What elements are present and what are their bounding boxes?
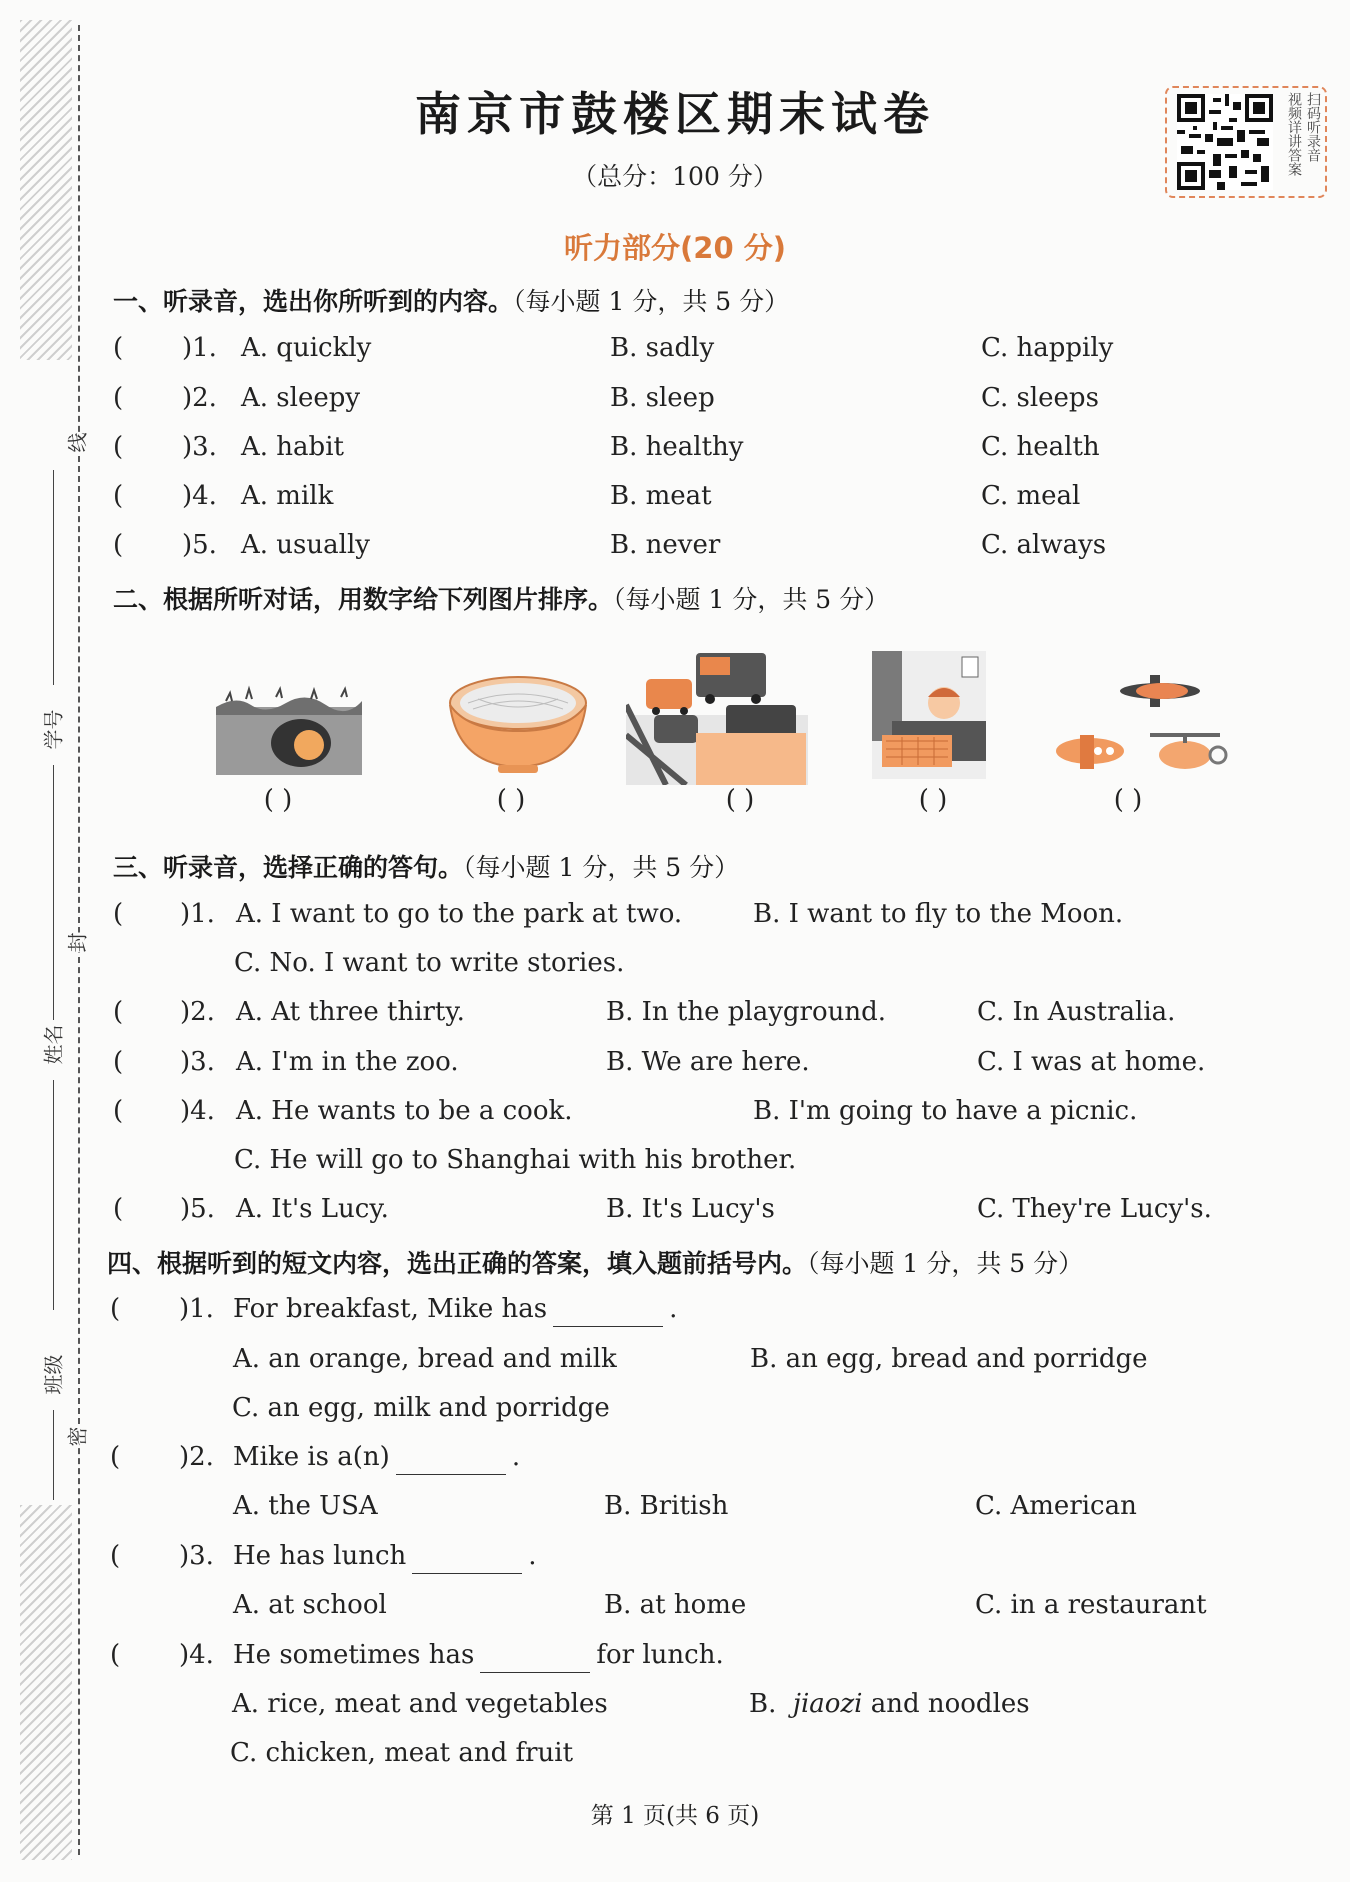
option-c: C. No. I want to write stories. — [234, 948, 625, 978]
class-label: 班级 — [41, 1354, 66, 1395]
option-a: A. quickly — [241, 333, 372, 363]
option-a: A. usually — [241, 530, 370, 560]
question-number: )1. — [179, 1294, 214, 1324]
option-c: C. They're Lucy's. — [977, 1194, 1212, 1224]
option-c: C. happily — [981, 333, 1114, 363]
answer-paren[interactable]: ( — [113, 333, 124, 363]
traffic-jam-picture — [626, 645, 808, 785]
question-stem: For breakfast, Mike has — [233, 1294, 548, 1324]
option-a: A. sleepy — [241, 383, 361, 413]
option-a: A. I'm in the zoo. — [236, 1047, 459, 1077]
option-c: C. In Australia. — [977, 997, 1176, 1027]
question-number: )2. — [182, 383, 217, 413]
option-a: A. milk — [241, 481, 334, 511]
answer-paren[interactable]: ( — [113, 383, 124, 413]
option-b: B. It's Lucy's — [606, 1194, 775, 1224]
option-b: B. We are here. — [606, 1047, 810, 1077]
option-a: A. an orange, bread and milk — [233, 1344, 617, 1374]
listening-section-title: 听力部分(20 分) — [564, 231, 786, 265]
option-a: A. rice, meat and vegetables — [232, 1689, 608, 1719]
part4-heading — [107, 1244, 1083, 1280]
option-c: C. an egg, milk and porridge — [232, 1393, 610, 1423]
question-number: )1. — [182, 333, 217, 363]
option-a: A. At three thirty. — [236, 997, 465, 1027]
question-number: )2. — [180, 997, 215, 1027]
part1-note: （每小题 1 分，共 5 分） — [513, 287, 790, 316]
option-a: A. habit — [241, 432, 344, 462]
option-a: A. He wants to be a cook. — [236, 1096, 573, 1126]
option-c: C. He will go to Shanghai with his brother. — [234, 1145, 797, 1175]
qr-caption-col1: 扫码听录音 — [1305, 92, 1321, 162]
stem-end: . — [528, 1541, 537, 1571]
answer-paren[interactable]: ( — [113, 997, 124, 1027]
question-number: )1. — [180, 899, 215, 929]
part2-heading-text: 二、根据所听对话，用数字给下列图片排序。 — [113, 585, 614, 614]
answer-paren[interactable]: ( — [113, 432, 124, 462]
option-b: B. I'm going to have a picnic. — [753, 1096, 1138, 1126]
option-b-rest: and noodles — [870, 1689, 1030, 1719]
picture-row — [0, 645, 1350, 815]
option-b: B. at home — [604, 1590, 747, 1620]
answer-blank[interactable] — [480, 1646, 590, 1673]
option-b: B. never — [610, 530, 721, 560]
option-a: A. the USA — [233, 1491, 378, 1521]
stem-end: . — [511, 1442, 521, 1472]
option-b-italic: jiaozi — [792, 1689, 863, 1719]
question-number: )3. — [180, 1047, 215, 1077]
qr-caption-col2: 视频详讲答案 — [1286, 92, 1302, 176]
answer-paren[interactable]: ( — [113, 899, 124, 929]
question-stem: Mike is a(n) — [233, 1442, 390, 1472]
student-no-label: 学号 — [41, 709, 66, 750]
option-b: B. meat — [610, 481, 712, 511]
question-number: )5. — [182, 530, 217, 560]
answer-paren[interactable]: ( — [110, 1541, 121, 1571]
answer-paren[interactable]: ( — [110, 1442, 121, 1472]
qr-code-box[interactable] — [1165, 86, 1327, 198]
hole-in-ground-picture — [216, 685, 362, 775]
answer-paren[interactable]: ( — [113, 1047, 124, 1077]
option-a: A. at school — [233, 1590, 387, 1620]
question-number: )3. — [179, 1541, 214, 1571]
question-number: )3. — [182, 432, 217, 462]
option-c: C. in a restaurant — [975, 1590, 1207, 1620]
name-line-lower — [53, 1080, 54, 1310]
answer-paren[interactable]: ( — [110, 1640, 121, 1670]
qr-code-icon — [1177, 94, 1273, 190]
option-b: B. sadly — [610, 333, 715, 363]
question-number: )4. — [180, 1096, 215, 1126]
option-c: C. meal — [981, 481, 1081, 511]
stem-end: for lunch. — [596, 1640, 724, 1670]
part1-heading-text: 一、听录音，选出你所听到的内容。 — [113, 287, 514, 316]
picture-answer-paren[interactable]: ( ) — [1113, 785, 1143, 815]
binding-label-seal2: 密 — [62, 1427, 91, 1447]
binding-label-line: 线 — [62, 433, 91, 453]
class-line — [53, 1410, 54, 1500]
part3-note: （每小题 1 分，共 5 分） — [463, 853, 740, 882]
option-a: A. I want to go to the park at two. — [236, 899, 683, 929]
answer-paren[interactable]: ( — [113, 481, 124, 511]
option-c: C. chicken, meat and fruit — [230, 1738, 574, 1768]
answer-paren[interactable]: ( — [113, 1096, 124, 1126]
answer-paren[interactable]: ( — [113, 1194, 124, 1224]
name-label: 姓名 — [41, 1024, 66, 1065]
noodle-bowl-picture — [448, 675, 588, 775]
question-number: )4. — [179, 1640, 214, 1670]
picture-answer-paren[interactable]: ( ) — [496, 785, 526, 815]
binding-label-seal: 封 — [62, 933, 91, 953]
part3-heading — [113, 848, 739, 884]
option-c: C. sleeps — [981, 383, 1099, 413]
option-b: B. I want to fly to the Moon. — [753, 899, 1124, 929]
part2-note: （每小题 1 分，共 5 分） — [613, 585, 890, 614]
question-number: )5. — [180, 1194, 215, 1224]
answer-blank[interactable] — [396, 1448, 506, 1475]
question-stem: He sometimes has — [233, 1640, 475, 1670]
question-stem: He has lunch — [233, 1541, 407, 1571]
part4-heading-text: 四、根据听到的短文内容，选出正确的答案，填入题前括号内。 — [107, 1249, 808, 1278]
answer-paren[interactable]: ( — [110, 1294, 121, 1324]
exam-title: 南京市鼓楼区期末试卷 — [415, 87, 935, 141]
total-score: （总分：100 分） — [572, 162, 778, 191]
option-b: B. British — [604, 1491, 729, 1521]
option-b: B. sleep — [610, 383, 715, 413]
part4-note: （每小题 1 分，共 5 分） — [807, 1249, 1084, 1278]
option-c: C. American — [975, 1491, 1137, 1521]
option-a: A. It's Lucy. — [236, 1194, 389, 1224]
stem-end: . — [669, 1294, 678, 1324]
option-c: C. I was at home. — [977, 1047, 1206, 1077]
answer-blank[interactable] — [553, 1300, 663, 1327]
option-b: B. an egg, bread and porridge — [750, 1344, 1148, 1374]
option-c: C. always — [981, 530, 1107, 560]
part3-heading-text: 三、听录音，选择正确的答句。 — [113, 853, 464, 882]
boy-in-bed-picture — [872, 651, 986, 779]
option-b: B. healthy — [610, 432, 744, 462]
toy-planes-picture — [1050, 671, 1230, 781]
picture-answer-paren[interactable]: ( ) — [725, 785, 755, 815]
part1-heading — [113, 282, 789, 318]
answer-blank[interactable] — [412, 1547, 522, 1574]
answer-paren[interactable]: ( — [113, 530, 124, 560]
picture-answer-paren[interactable]: ( ) — [918, 785, 948, 815]
option-b-prefix: B. — [749, 1689, 777, 1719]
option-b: B. In the playground. — [606, 997, 887, 1027]
page-footer: 第 1 页(共 6 页) — [590, 1803, 760, 1829]
part2-heading — [113, 580, 889, 616]
picture-answer-paren[interactable]: ( ) — [263, 785, 293, 815]
qr-caption — [1279, 92, 1321, 176]
question-number: )4. — [182, 481, 217, 511]
question-number: )2. — [179, 1442, 214, 1472]
option-c: C. health — [981, 432, 1100, 462]
